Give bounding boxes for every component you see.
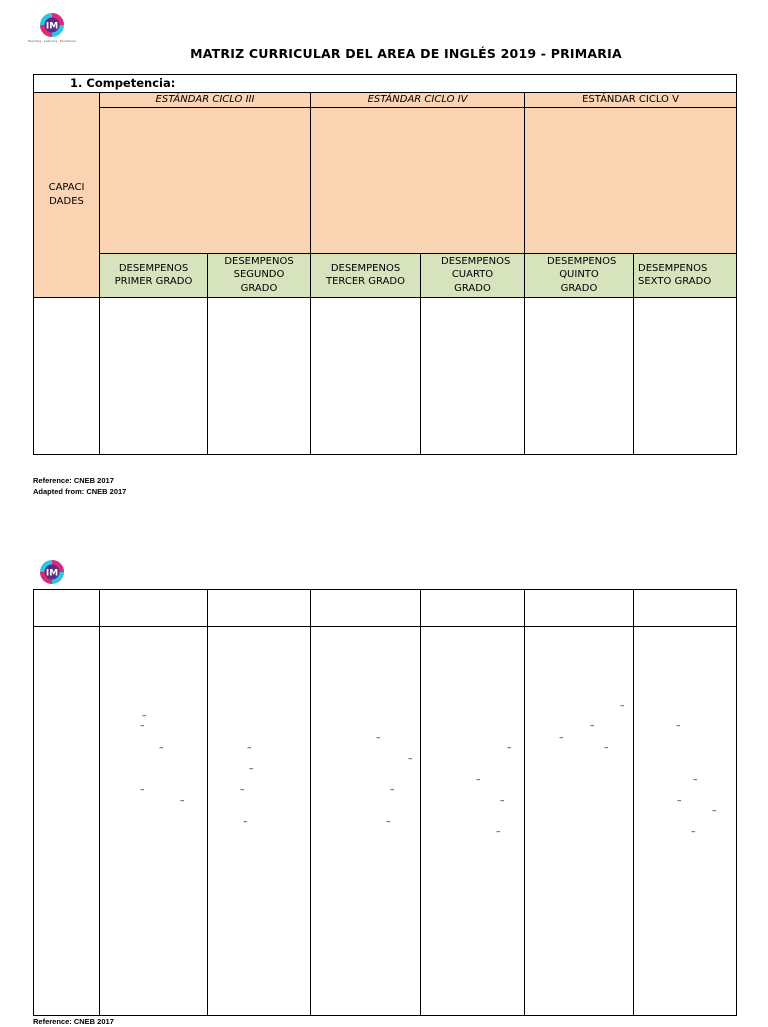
body-cell[interactable]: [311, 627, 421, 1016]
desempenos-primer-grado: DESEMPENOS PRIMER GRADO: [100, 253, 208, 297]
curriculum-matrix-page-2: [33, 589, 737, 1016]
grade-4-cell[interactable]: [421, 297, 525, 454]
dash-mark: –: [408, 754, 413, 764]
desempenos-cuarto-grado: DESEMPENOS CUARTO GRADO: [421, 253, 525, 297]
standard-ciclo-v-content[interactable]: [525, 107, 737, 253]
header-cell[interactable]: [100, 590, 208, 627]
standard-ciclo-iv-content[interactable]: [311, 107, 525, 253]
dash-mark: –: [500, 796, 505, 806]
header-cell[interactable]: [311, 590, 421, 627]
institution-logo-icon: [32, 557, 72, 589]
grade-5-cell[interactable]: [525, 297, 634, 454]
dash-mark: –: [140, 785, 145, 795]
reference-note-page-2: Reference: CNEB 2017: [33, 1017, 114, 1026]
dash-mark: –: [243, 817, 248, 827]
dash-mark: –: [691, 827, 696, 837]
dash-mark: –: [240, 785, 245, 795]
body-cell[interactable]: [421, 627, 525, 1016]
svg-text:IM: IM: [45, 21, 59, 32]
desempenos-sexto-grado: DESEMPENOS SEXTO GRADO: [634, 253, 737, 297]
dash-mark: –: [386, 817, 391, 827]
grade-1-cell[interactable]: [100, 297, 208, 454]
dash-mark: –: [693, 775, 698, 785]
header-cell[interactable]: [525, 590, 634, 627]
dash-mark: –: [140, 721, 145, 731]
dash-mark: –: [142, 711, 147, 721]
dash-mark: –: [590, 721, 595, 731]
dash-mark: –: [604, 743, 609, 753]
desempenos-segundo-grado: DESEMPENOS SEGUNDO GRADO: [208, 253, 311, 297]
dash-mark: –: [249, 764, 254, 774]
curriculum-matrix: [33, 74, 737, 455]
dash-mark: –: [559, 733, 564, 743]
grade-6-cell[interactable]: [634, 297, 737, 454]
standard-ciclo-iv: ESTÁNDAR CICLO IV: [311, 93, 525, 108]
header-cell[interactable]: [34, 590, 100, 627]
dash-mark: –: [247, 743, 252, 753]
dash-mark: –: [507, 743, 512, 753]
dash-mark: –: [677, 796, 682, 806]
dash-mark: –: [376, 733, 381, 743]
grade-2-cell[interactable]: [208, 297, 311, 454]
dash-mark: –: [620, 701, 625, 711]
header-cell[interactable]: [421, 590, 525, 627]
competencia-label: 1. Competencia:: [34, 75, 737, 93]
header-cell[interactable]: [634, 590, 737, 627]
adapted-note: Adapted from: CNEB 2017: [33, 487, 127, 496]
body-cell[interactable]: [525, 627, 634, 1016]
capacidades-cell[interactable]: [34, 297, 100, 454]
institution-logo-icon: [32, 10, 72, 42]
dash-mark: –: [712, 806, 717, 816]
dash-mark: –: [496, 827, 501, 837]
standard-ciclo-iii-content[interactable]: [100, 107, 311, 253]
body-cell[interactable]: [34, 627, 100, 1016]
body-cell[interactable]: [208, 627, 311, 1016]
logo-caption: Teaching · Learning · Excellence: [28, 39, 76, 43]
page-title: MATRIZ CURRICULAR DEL AREA DE INGLÉS 2019 - PRIMARIA: [190, 46, 622, 61]
svg-text:IM: IM: [45, 568, 59, 579]
dash-mark: –: [390, 785, 395, 795]
institution-logo: [28, 10, 76, 50]
reference-note: Reference: CNEB 2017: [33, 476, 114, 485]
desempenos-tercer-grado: DESEMPENOS TERCER GRADO: [311, 253, 421, 297]
body-cell[interactable]: [634, 627, 737, 1016]
desempenos-quinto-grado: DESEMPENOS QUINTO GRADO: [525, 253, 634, 297]
standard-ciclo-v: ESTÁNDAR CICLO V: [525, 93, 737, 108]
header-cell[interactable]: [208, 590, 311, 627]
dash-mark: –: [159, 743, 164, 753]
body-cell[interactable]: [100, 627, 208, 1016]
capacidades-label: CAPACI DADES: [34, 93, 100, 298]
standard-ciclo-iii: ESTÁNDAR CICLO III: [100, 93, 311, 108]
dash-mark: –: [676, 721, 681, 731]
grade-3-cell[interactable]: [311, 297, 421, 454]
dash-mark: –: [476, 775, 481, 785]
dash-mark: –: [180, 796, 185, 806]
